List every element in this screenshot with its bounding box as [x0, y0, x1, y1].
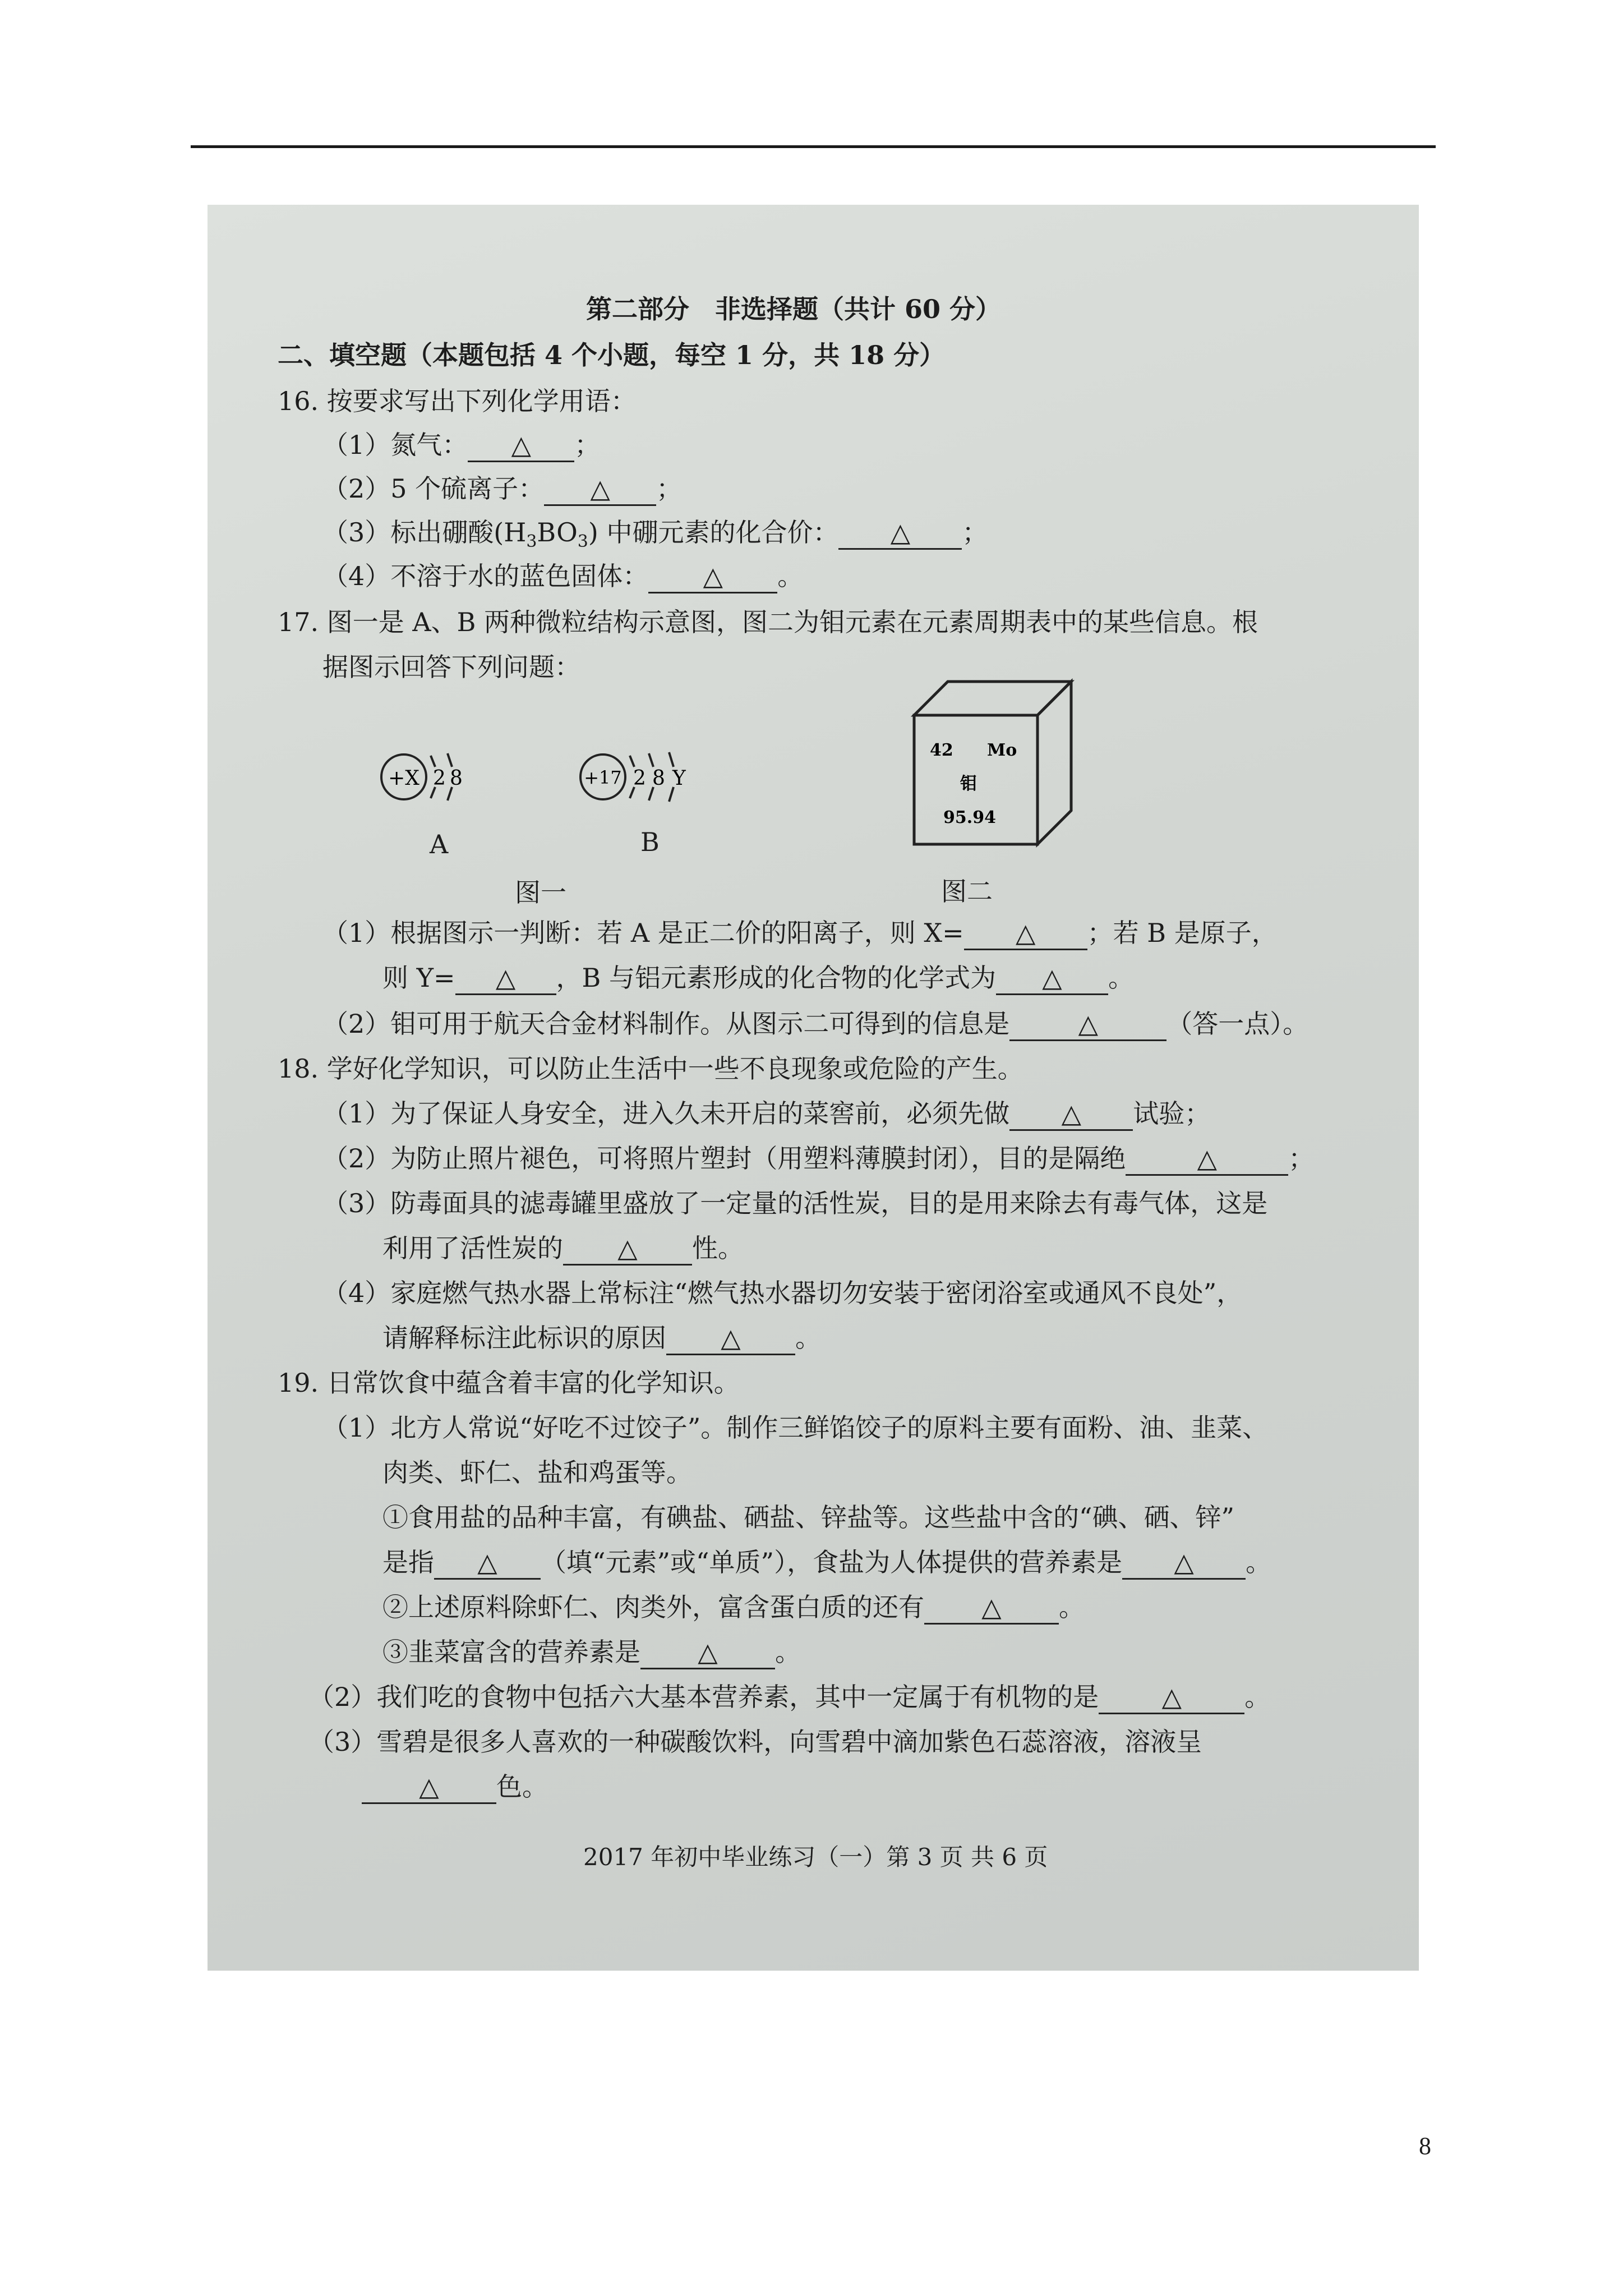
q16-part1-text: （1）氮气：	[322, 430, 468, 460]
q17-answer1-line1	[322, 917, 1278, 950]
answer-blank[interactable]	[924, 1591, 1059, 1625]
q18-part1-text: （1）为了保证人身安全，进入久未开启的菜窖前，必须先做	[322, 1098, 1010, 1129]
q16-part4-text: （4）不溶于水的蓝色固体：	[322, 561, 649, 591]
blank-marker: △	[477, 1547, 497, 1577]
q19-part1-line2: 肉类、虾仁、盐和鸡蛋等。	[382, 1457, 692, 1488]
answer-blank[interactable]	[1009, 1008, 1166, 1041]
blank-marker: △	[511, 430, 531, 460]
element-symbol: Mo	[987, 740, 1017, 760]
q19-part3-line1: （3）雪碧是很多人喜欢的一种碳酸饮料，向雪碧中滴加紫色石蕊溶液，溶液呈	[308, 1727, 1202, 1757]
blank-marker: △	[419, 1772, 439, 1802]
section-title: 二、填空题（本题包括 4 个小题，每空 1 分，共 18 分）	[278, 340, 946, 370]
subscript: 3	[526, 532, 537, 552]
q17-stem-line2: 据图示回答下列问题：	[322, 652, 580, 682]
blank-marker: △	[981, 1592, 1002, 1622]
q18-part4-line1: （4）家庭燃气热水器上常标注“燃气热水器切勿安装于密闭浴室或通风不良处”，	[322, 1278, 1243, 1308]
answer-blank[interactable]	[544, 473, 656, 506]
answer-blank[interactable]	[468, 429, 574, 462]
q17-answer1-formula-text: ，B 与铝元素形成的化合物的化学式为	[556, 963, 996, 993]
q19-part2-text: （2）我们吃的食物中包括六大基本营养素，其中一定属于有机物的是	[308, 1682, 1099, 1712]
blank-marker: △	[1078, 1009, 1098, 1039]
figure-two-caption: 图二	[941, 876, 993, 907]
q16-part1: （1）氮气： △ ；	[322, 429, 600, 462]
atom-b-shell-2: 8	[652, 767, 665, 790]
page-number: 8	[1419, 2132, 1431, 2160]
figure-one-caption: 图一	[515, 877, 566, 908]
blank-marker: △	[1061, 1098, 1081, 1129]
answer-blank[interactable]	[996, 962, 1108, 995]
q16-part3-text: （3）标出硼酸(H	[322, 517, 527, 547]
q18-stem: 18. 学好化学知识，可以防止生活中一些不良现象或危险的产生。	[278, 1053, 1023, 1084]
q19-sub1-text-post: （填“元素”或“单质”），食盐为人体提供的营养素是	[541, 1547, 1123, 1577]
blank-marker: △	[495, 963, 516, 993]
q16-part3: （3）标出硼酸$(H_3BO_3)$ 中硼元素的化合价： △ ；	[322, 517, 988, 552]
q17-answer1-y-text: 则 Y=	[382, 963, 455, 993]
q17-answer2	[322, 1008, 1308, 1041]
part-heading: 第二部分 非选择题（共计 60 分）	[586, 294, 1002, 324]
q16-part4: （4）不溶于水的蓝色固体： △ 。	[322, 560, 803, 593]
q18-part1	[322, 1098, 1210, 1131]
answer-blank[interactable]	[1009, 1098, 1133, 1131]
q18-part4-line2: 请解释标注此标识的原因 △ 。	[382, 1322, 821, 1355]
q18-part3-text: 利用了活性炭的	[382, 1233, 563, 1263]
answer-blank[interactable]	[1099, 1681, 1244, 1714]
element-name: 钼	[960, 774, 977, 794]
atom-a-shell-1: 2	[433, 767, 446, 790]
q19-part3-text-post: 色。	[496, 1772, 548, 1802]
q17-answer2-text: （2）钼可用于航天合金材料制作。从图示二可得到的信息是	[322, 1009, 1010, 1039]
answer-blank[interactable]	[964, 917, 1087, 950]
answer-blank[interactable]	[563, 1232, 692, 1266]
q19-sub3-text: ③韭菜富含的营养素是	[382, 1637, 640, 1667]
answer-blank[interactable]	[1126, 1143, 1288, 1176]
q19-sub1-line1: ①食用盐的品种丰富，有碘盐、硒盐、锌盐等。这些盐中含的“碘、硒、锌”	[382, 1502, 1235, 1533]
atom-b-shell-1: 2	[633, 767, 646, 790]
element-atomic-number: 42	[930, 740, 953, 760]
atom-b-nucleus-label: +17	[584, 767, 622, 788]
header-rule	[191, 145, 1436, 148]
q16-part3-formula: BO	[537, 517, 578, 547]
q19-part2: （2）我们吃的食物中包括六大基本营养素，其中一定属于有机物的是 △ 。	[308, 1681, 1270, 1714]
q19-sub1-line2: 是指 △ （填“元素”或“单质”），食盐为人体提供的营养素是 △ 。	[382, 1547, 1271, 1580]
answer-blank[interactable]	[455, 962, 556, 995]
answer-blank[interactable]	[640, 1636, 775, 1669]
page-footer: 2017 年初中毕业练习（一）第 3 页 共 6 页	[583, 1843, 1048, 1871]
blank-marker: △	[590, 473, 610, 504]
atom-b-label: B	[640, 827, 660, 857]
q19-stem: 19. 日常饮食中蕴含着丰富的化学知识。	[278, 1368, 740, 1398]
answer-blank[interactable]	[362, 1771, 496, 1804]
q16-part2-text: （2）5 个硫离子：	[322, 473, 545, 504]
q17-answer2-text-post: （答一点）。	[1166, 1009, 1309, 1039]
q18-part2-text: （2）为防止照片褪色，可将照片塑封（用塑料薄膜封闭），目的是隔绝	[322, 1143, 1126, 1174]
q18-part2: （2）为防止照片褪色，可将照片塑封（用塑料薄膜封闭），目的是隔绝 △ ；	[322, 1143, 1314, 1176]
q19-sub2: ②上述原料除虾仁、肉类外，富含蛋白质的还有 △ 。	[382, 1591, 1085, 1625]
answer-blank[interactable]	[1122, 1547, 1246, 1580]
atom-a-diagram	[381, 753, 463, 800]
q18-part1-text-post: 试验；	[1133, 1098, 1211, 1129]
answer-blank[interactable]	[434, 1547, 541, 1580]
blank-marker: △	[1015, 918, 1036, 948]
answer-blank[interactable]	[666, 1322, 795, 1355]
element-atomic-mass: 95.94	[943, 808, 996, 827]
atom-a-nucleus-label: +X	[388, 767, 419, 790]
q18-part3-line2	[382, 1232, 744, 1266]
answer-blank[interactable]	[648, 560, 777, 593]
blank-marker: △	[617, 1233, 638, 1263]
blank-marker: △	[698, 1637, 718, 1667]
q19-sub2-text: ②上述原料除虾仁、肉类外，富含蛋白质的还有	[382, 1592, 924, 1622]
blank-marker: △	[890, 517, 911, 547]
answer-blank[interactable]	[838, 517, 962, 550]
q19-part1-line1: （1）北方人常说“好吃不过饺子”。制作三鲜馅饺子的原料主要有面粉、油、韭菜、	[322, 1412, 1269, 1443]
atom-a-label: A	[430, 829, 449, 859]
q18-part3-line1: （3）防毒面具的滤毒罐里盛放了一定量的活性炭，目的是用来除去有毒气体，这是	[322, 1188, 1268, 1218]
blank-marker: △	[1161, 1682, 1182, 1712]
exam-photo	[208, 205, 1419, 1971]
blank-marker: △	[703, 561, 723, 591]
q19-sub1-text: 是指	[382, 1547, 434, 1577]
q17-answer1-line2: 则 Y= △ ，B 与铝元素形成的化合物的化学式为 △ 。	[382, 962, 1134, 995]
atom-a-shell-2: 8	[450, 767, 463, 790]
atom-b-diagram	[575, 743, 743, 822]
q19-sub3: ③韭菜富含的营养素是 △ 。	[382, 1636, 801, 1669]
blank-marker: △	[1042, 963, 1062, 993]
blank-marker: △	[1197, 1143, 1217, 1174]
blank-marker: △	[1174, 1547, 1194, 1577]
q16-part2: （2）5 个硫离子： △ ；	[322, 473, 682, 506]
subscript: 3	[577, 532, 588, 552]
q16-part3-text-post: ) 中硼元素的化合价：	[588, 517, 839, 547]
q17-answer1-text: （1）根据图示一判断：若 A 是正二价的阳离子，则 X=	[322, 918, 964, 948]
q16-stem: 16. 按要求写出下列化学用语：	[278, 386, 637, 416]
q18-part4-text: 请解释标注此标识的原因	[382, 1323, 666, 1353]
q18-part3-text-post: 性。	[692, 1233, 744, 1263]
molybdenum-element-cube	[909, 670, 1088, 855]
blank-marker: △	[721, 1323, 741, 1353]
q17-answer1-text-post: ；若 B 是原子，	[1087, 918, 1278, 948]
q17-stem-line1: 17. 图一是 A、B 两种微粒结构示意图，图二为钼元素在元素周期表中的某些信息。根	[278, 607, 1258, 637]
atom-b-shell-3: Y	[672, 767, 686, 790]
q19-part3-line2	[362, 1771, 548, 1804]
